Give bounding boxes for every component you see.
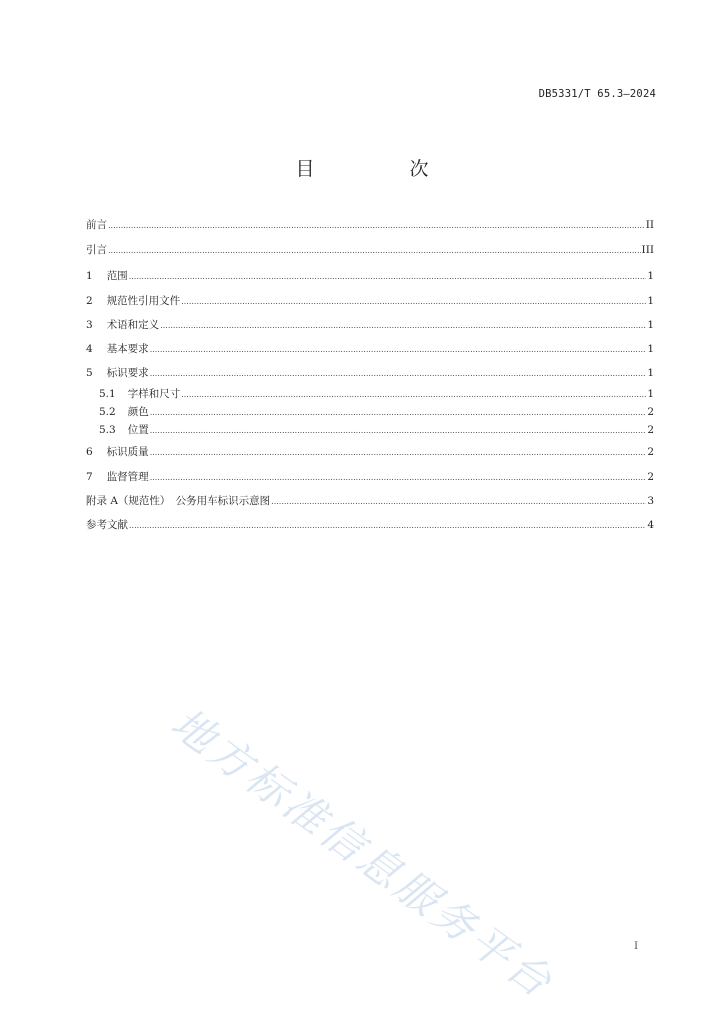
toc-entry-label: 监督管理 [106, 471, 149, 483]
toc-entry[interactable] [86, 342, 654, 357]
toc-entry-label: 引言 [86, 244, 107, 256]
toc-entry-number: 6 [86, 446, 93, 458]
toc-leader-dots [150, 406, 647, 420]
toc-leader-dots [160, 319, 646, 333]
toc-entry[interactable] [86, 243, 654, 258]
toc-entry-label: 附录 A（规范性） 公务用车标识示意图 [86, 495, 271, 507]
toc-entry-number: 3 [86, 319, 93, 331]
toc-entry[interactable] [86, 518, 654, 533]
toc-leader-dots [150, 471, 647, 485]
toc-entry-page: 1 [647, 343, 654, 355]
toc-leader-dots [150, 446, 647, 460]
toc-entry-page: 1 [647, 367, 654, 379]
toc-entry-page: II [645, 219, 654, 231]
toc-leader-dots [150, 424, 647, 438]
toc-leader-dots [150, 367, 647, 381]
toc-entry[interactable] [86, 318, 654, 333]
toc-leader-dots [271, 495, 646, 509]
document-code: DB5331/T 65.3—2024 [538, 88, 656, 100]
toc-entry-page: 3 [647, 495, 654, 507]
toc-entry-label: 标识要求 [106, 367, 149, 379]
toc-leader-dots [150, 343, 647, 357]
toc-leader-dots [108, 244, 641, 258]
toc-entry-page: 2 [647, 471, 654, 483]
toc-entry-page: 2 [647, 446, 654, 458]
toc-entry[interactable] [86, 366, 654, 381]
toc-entry[interactable] [86, 470, 654, 485]
toc-entry-page: 4 [647, 519, 654, 531]
toc-entry-label: 基本要求 [106, 343, 149, 355]
toc-entry[interactable] [86, 494, 654, 509]
toc-entry-number: 1 [86, 270, 93, 282]
toc-entry-page: 2 [647, 424, 654, 436]
toc-entry-label: 标识质量 [106, 446, 149, 458]
watermark: 地方标准信息服务平台 [162, 698, 564, 1009]
toc-entry-label: 位置 [127, 424, 149, 436]
toc-entry[interactable] [86, 269, 654, 284]
toc-entry-number: 5.3 [99, 424, 116, 436]
toc-entry-number: 5 [86, 367, 93, 379]
toc-entry-number: 4 [86, 343, 93, 355]
toc-entry-number: 2 [86, 295, 93, 307]
toc-entry[interactable] [86, 218, 654, 233]
toc-entry-label: 字样和尺寸 [127, 388, 181, 400]
toc-entry-page: 2 [647, 406, 654, 418]
toc-leader-dots [181, 388, 646, 402]
toc-entry[interactable] [86, 405, 654, 420]
toc-entry-label: 范围 [106, 270, 128, 282]
toc-leader-dots [181, 295, 646, 309]
toc-leader-dots [129, 519, 646, 533]
toc-entry-page: 1 [647, 319, 654, 331]
toc-entry-number: 7 [86, 471, 93, 483]
toc-entry[interactable] [86, 387, 654, 402]
toc-entry[interactable] [86, 445, 654, 460]
toc-leader-dots [108, 219, 645, 233]
toc-entry-label: 术语和定义 [106, 319, 160, 331]
toc-entry-number: 5.1 [99, 388, 116, 400]
toc-entry-page: 1 [647, 295, 654, 307]
page-number: I [634, 940, 639, 952]
toc-entry-label: 规范性引用文件 [106, 295, 181, 307]
toc-title: 目 次 [295, 158, 467, 180]
toc-entry-page: 1 [647, 270, 654, 282]
toc-entry-label: 颜色 [127, 406, 149, 418]
toc-entry-label: 参考文献 [86, 519, 128, 531]
toc-entry[interactable] [86, 423, 654, 438]
toc-entry[interactable] [86, 294, 654, 309]
toc-leader-dots [129, 270, 647, 284]
toc-entry-page: 1 [647, 388, 654, 400]
toc-entry-page: III [641, 244, 654, 256]
toc-entry-number: 5.2 [99, 406, 116, 418]
toc-entry-label: 前言 [86, 219, 107, 231]
